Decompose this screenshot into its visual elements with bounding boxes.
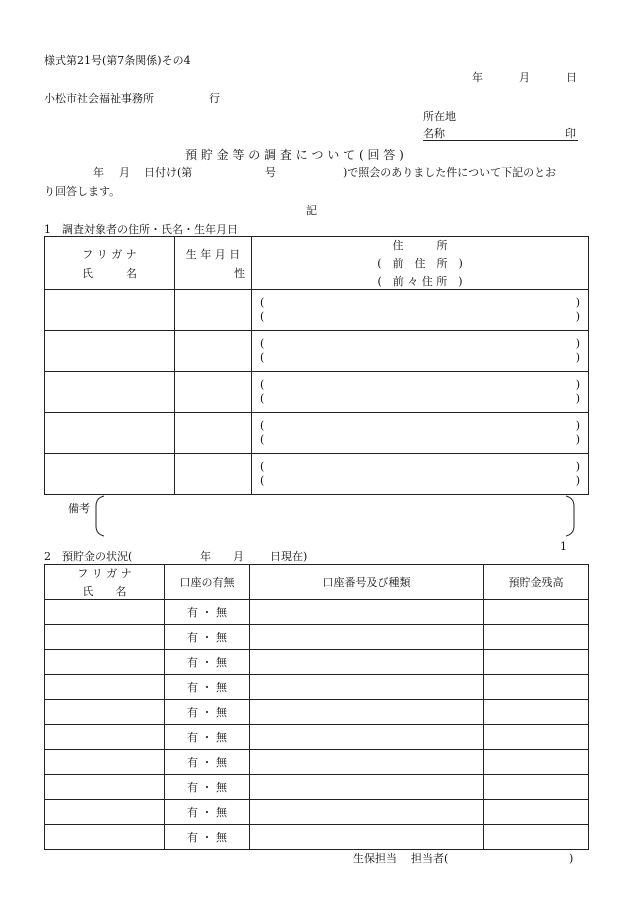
subject-table — [44, 236, 589, 495]
account-number-cell[interactable] — [250, 625, 484, 650]
section2-heading — [44, 551, 132, 562]
sender-name-line — [423, 128, 578, 141]
footer-person-label: 担当者( — [411, 852, 449, 865]
savings-table — [44, 564, 589, 850]
account-number-cell[interactable] — [250, 700, 484, 725]
sender-name-label: 名称 — [423, 127, 445, 140]
paren-open: ( — [260, 474, 265, 487]
address-cell[interactable] — [252, 290, 589, 331]
paren-open: ( — [260, 392, 265, 405]
intro-number: 号 — [265, 166, 276, 179]
table-row — [45, 454, 589, 495]
name-cell[interactable] — [45, 675, 165, 700]
furigana-name-header — [45, 237, 175, 290]
address-cell[interactable] — [252, 413, 589, 454]
balance-cell[interactable] — [484, 750, 589, 775]
remarks-label: 備考 — [68, 502, 90, 515]
paren-close: ) — [575, 460, 580, 473]
address-cell[interactable] — [252, 372, 589, 413]
paren-close: ) — [575, 351, 580, 364]
table-row — [45, 331, 589, 372]
sender-location-label: 所在地 — [423, 110, 456, 123]
intro-line2: り回答します。 — [44, 185, 121, 198]
balance-cell[interactable] — [484, 775, 589, 800]
paren-open: ( — [260, 310, 265, 323]
paren-open: ( — [260, 433, 265, 446]
table-row — [45, 700, 589, 725]
address-cell[interactable] — [252, 331, 589, 372]
balance-cell[interactable] — [484, 700, 589, 725]
table-row — [45, 800, 589, 825]
paren-close: ) — [575, 433, 580, 446]
table-row — [45, 775, 589, 800]
intro-line1-rest: )で照会のありました件について下記のとお — [343, 166, 557, 179]
name-header: 氏 名 — [82, 266, 137, 280]
name-cell[interactable] — [45, 454, 175, 495]
paren-close: ) — [575, 337, 580, 350]
address-label: 住 所 — [392, 239, 448, 252]
prev-address-label: ( 前 住 所 ) — [377, 257, 463, 270]
name-cell[interactable] — [45, 290, 175, 331]
paren-open: ( — [260, 337, 265, 350]
birth-cell[interactable] — [175, 290, 252, 331]
paren-close: ) — [575, 474, 580, 487]
balance-cell[interactable] — [484, 650, 589, 675]
section2-month: 月 — [233, 550, 244, 563]
name-cell[interactable] — [45, 625, 165, 650]
account-choice[interactable]: 有 ・ 無 — [165, 700, 250, 725]
birth-cell[interactable] — [175, 413, 252, 454]
savings-table-header — [45, 565, 589, 600]
account-number-cell[interactable] — [250, 800, 484, 825]
balance-cell[interactable] — [484, 825, 589, 850]
account-number-cell[interactable] — [250, 825, 484, 850]
account-number-cell[interactable] — [250, 725, 484, 750]
account-number-cell[interactable] — [250, 750, 484, 775]
birth-header: 生 年 月 日 — [185, 247, 241, 261]
account-number-cell[interactable] — [250, 600, 484, 625]
section2-suffix: 日現在) — [270, 550, 308, 563]
paren-open: ( — [260, 351, 265, 364]
addressee: 小松市社会福祉事務所 — [44, 92, 154, 105]
paren-close: ) — [575, 392, 580, 405]
table-row — [45, 413, 589, 454]
section2-heading-prefix: 2 預貯金の状況( — [44, 550, 133, 563]
section1-heading: 1 調査対象者の住所・氏名・生年月日 — [44, 223, 238, 236]
balance-cell[interactable] — [484, 600, 589, 625]
name-cell[interactable] — [45, 372, 175, 413]
table-row — [45, 290, 589, 331]
ki-mark: 記 — [306, 204, 317, 217]
section2-year: 年 — [200, 550, 211, 563]
seal-mark: 印 — [565, 127, 576, 140]
paren-close: ) — [575, 296, 580, 309]
name-cell[interactable] — [45, 750, 165, 775]
account-choice[interactable]: 有 ・ 無 — [165, 750, 250, 775]
addressee-suffix: 行 — [209, 92, 220, 105]
account-choice[interactable]: 有 ・ 無 — [165, 800, 250, 825]
name-cell[interactable] — [45, 775, 165, 800]
remarks-bracket[interactable] — [92, 494, 578, 538]
balance-cell[interactable] — [484, 800, 589, 825]
balance-cell[interactable] — [484, 675, 589, 700]
balance-cell[interactable] — [484, 625, 589, 650]
subject-table-header — [45, 237, 589, 290]
table-row — [45, 650, 589, 675]
footer-person-close: ) — [569, 852, 574, 865]
account-choice[interactable]: 有 ・ 無 — [165, 650, 250, 675]
name-cell[interactable] — [45, 800, 165, 825]
birth-cell[interactable] — [175, 331, 252, 372]
account-choice[interactable]: 有 ・ 無 — [165, 625, 250, 650]
account-choice[interactable]: 有 ・ 無 — [165, 675, 250, 700]
account-choice[interactable]: 有 ・ 無 — [165, 825, 250, 850]
account-choice[interactable]: 有 ・ 無 — [165, 775, 250, 800]
furigana-name-header — [45, 565, 165, 600]
balance-header: 預貯金残高 — [484, 565, 589, 600]
table-row — [45, 600, 589, 625]
account-choice[interactable]: 有 ・ 無 — [165, 725, 250, 750]
form-number: 様式第21号(第7条関係)その4 — [44, 54, 191, 67]
address-header — [252, 237, 589, 290]
table-row — [45, 750, 589, 775]
table-row — [45, 372, 589, 413]
table-row — [45, 725, 589, 750]
date-year-label: 年 — [472, 71, 483, 84]
paren-open: ( — [260, 378, 265, 391]
date-month-label: 月 — [519, 71, 530, 84]
intro-month: 月 — [119, 166, 130, 179]
sex-header: 性 — [234, 266, 245, 280]
account-number-header: 口座番号及び種類 — [250, 565, 484, 600]
paren-open: ( — [260, 419, 265, 432]
birth-cell[interactable] — [175, 454, 252, 495]
address-cell[interactable] — [252, 454, 589, 495]
furigana-header: フ リ ガ ナ — [77, 567, 132, 580]
table-row — [45, 825, 589, 850]
intro-year: 年 — [93, 166, 104, 179]
account-number-cell[interactable] — [250, 650, 484, 675]
paren-open: ( — [260, 296, 265, 309]
balance-cell[interactable] — [484, 725, 589, 750]
table-row — [45, 625, 589, 650]
table-row — [45, 675, 589, 700]
birth-sex-header — [175, 237, 252, 290]
name-cell[interactable] — [45, 700, 165, 725]
name-cell[interactable] — [45, 600, 165, 625]
name-header: 氏 名 — [82, 585, 127, 598]
name-cell[interactable] — [45, 825, 165, 850]
name-cell[interactable] — [45, 413, 175, 454]
account-choice[interactable]: 有 ・ 無 — [165, 600, 250, 625]
intro-day-ref: 日付け(第 — [144, 166, 193, 179]
account-number-cell[interactable] — [250, 775, 484, 800]
name-cell[interactable] — [45, 650, 165, 675]
paren-open: ( — [260, 460, 265, 473]
account-exists-header: 口座の有無 — [165, 565, 250, 600]
paren-close: ) — [575, 378, 580, 391]
name-cell[interactable] — [45, 725, 165, 750]
prev-prev-address-label: ( 前 々 住 所 ) — [377, 275, 463, 288]
page-number: 1 — [560, 540, 567, 553]
name-cell[interactable] — [45, 331, 175, 372]
birth-cell[interactable] — [175, 372, 252, 413]
account-number-cell[interactable] — [250, 675, 484, 700]
furigana-header: フ リ ガ ナ — [82, 247, 137, 261]
paren-close: ) — [575, 310, 580, 323]
date-day-label: 日 — [566, 71, 577, 84]
document-title: 預 貯 金 等 の 調 査 に つ い て ( 回 答 ) — [185, 148, 404, 162]
paren-close: ) — [575, 419, 580, 432]
footer-dept: 生保担当 — [353, 852, 397, 865]
